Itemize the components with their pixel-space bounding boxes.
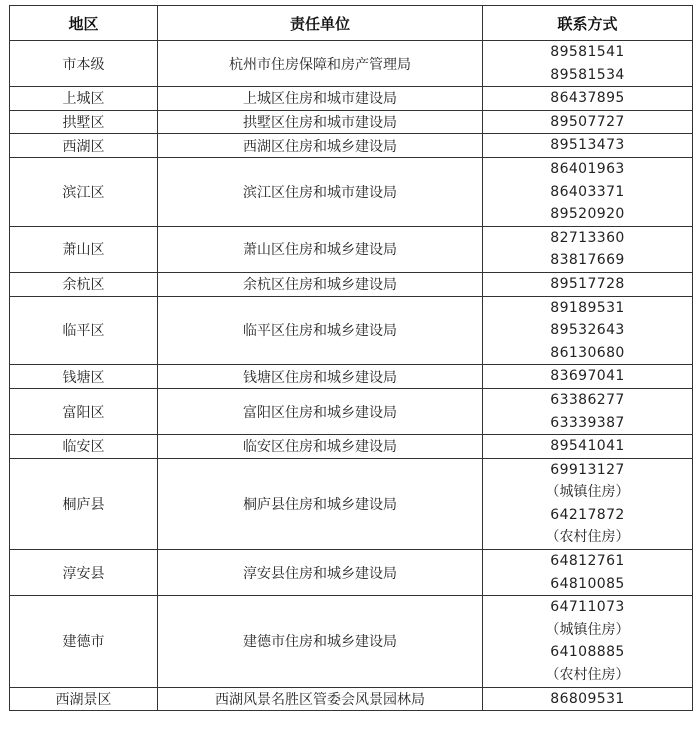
region-cell: 富阳区	[10, 388, 158, 434]
region-cell: 上城区	[10, 87, 158, 111]
contact-note: （农村住房）	[545, 529, 630, 546]
contact-cell	[483, 365, 693, 389]
contact-cell	[483, 41, 693, 87]
phone-number: 64108885	[550, 644, 625, 661]
unit-cell: 淳安县住房和城乡建设局	[158, 550, 483, 596]
phone-number: 89189531	[550, 299, 625, 316]
phone-number: 69913127	[550, 461, 625, 478]
unit-cell: 富阳区住房和城乡建设局	[158, 388, 483, 434]
table-row	[10, 272, 693, 296]
phone-number: 63339387	[550, 414, 625, 431]
contact-cell	[483, 110, 693, 134]
table-row	[10, 435, 693, 459]
table-row	[10, 550, 693, 596]
contact-cell	[483, 296, 693, 365]
region-cell: 临平区	[10, 296, 158, 365]
phone-number: 83817669	[550, 252, 625, 269]
table-row	[10, 87, 693, 111]
unit-cell: 建德市住房和城乡建设局	[158, 596, 483, 687]
unit-cell: 钱塘区住房和城乡建设局	[158, 365, 483, 389]
table-row	[10, 388, 693, 434]
table-row	[10, 110, 693, 134]
region-cell: 桐庐县	[10, 458, 158, 549]
phone-number: 89513473	[550, 137, 625, 154]
unit-cell: 滨江区住房和城市建设局	[158, 157, 483, 226]
phone-number: 64711073	[550, 599, 625, 616]
table-row	[10, 596, 693, 687]
table-row	[10, 365, 693, 389]
contact-cell	[483, 388, 693, 434]
contact-note: （城镇住房）	[545, 621, 630, 638]
unit-cell: 拱墅区住房和城市建设局	[158, 110, 483, 134]
phone-number: 64810085	[550, 575, 625, 592]
unit-cell: 临平区住房和城乡建设局	[158, 296, 483, 365]
region-cell: 萧山区	[10, 226, 158, 272]
unit-cell: 萧山区住房和城乡建设局	[158, 226, 483, 272]
header-contact: 联系方式	[483, 6, 693, 41]
header-region: 地区	[10, 6, 158, 41]
phone-number: 89581541	[550, 44, 625, 60]
unit-cell: 杭州市住房保障和房产管理局	[158, 41, 483, 87]
phone-number: 86401963	[550, 160, 625, 177]
phone-number: 83697041	[550, 368, 625, 385]
table-body	[10, 41, 693, 711]
region-cell: 建德市	[10, 596, 158, 687]
region-cell: 西湖景区	[10, 687, 158, 711]
table-row	[10, 226, 693, 272]
contact-cell	[483, 435, 693, 459]
contact-cell	[483, 458, 693, 549]
phone-number: 64812761	[550, 553, 625, 570]
region-cell: 西湖区	[10, 134, 158, 158]
region-cell: 余杭区	[10, 272, 158, 296]
table-row	[10, 296, 693, 365]
phone-number: 89507727	[550, 113, 625, 130]
contact-cell	[483, 226, 693, 272]
phone-number: 89581534	[550, 66, 625, 83]
phone-number: 89532643	[550, 322, 625, 339]
phone-number: 89541041	[550, 438, 625, 455]
phone-number: 63386277	[550, 391, 625, 408]
unit-cell: 桐庐县住房和城乡建设局	[158, 458, 483, 549]
unit-cell: 上城区住房和城市建设局	[158, 87, 483, 111]
phone-number: 86437895	[550, 90, 625, 107]
contact-note: （城镇住房）	[545, 484, 630, 501]
region-cell: 市本级	[10, 41, 158, 87]
contact-cell	[483, 134, 693, 158]
contact-cell	[483, 550, 693, 596]
unit-cell: 西湖风景名胜区管委会风景园林局	[158, 687, 483, 711]
table-row	[10, 157, 693, 226]
phone-number: 64217872	[550, 506, 625, 523]
region-cell: 临安区	[10, 435, 158, 459]
unit-cell: 临安区住房和城乡建设局	[158, 435, 483, 459]
table-row	[10, 458, 693, 549]
unit-cell: 西湖区住房和城乡建设局	[158, 134, 483, 158]
phone-number: 86130680	[550, 344, 625, 361]
contact-note: （农村住房）	[545, 667, 630, 684]
contact-table	[9, 5, 693, 711]
region-cell: 淳安县	[10, 550, 158, 596]
region-cell: 拱墅区	[10, 110, 158, 134]
contact-cell	[483, 157, 693, 226]
phone-number: 89520920	[550, 206, 625, 223]
header-row	[10, 6, 693, 41]
phone-number: 89517728	[550, 275, 625, 292]
table-row	[10, 687, 693, 711]
contact-cell	[483, 596, 693, 687]
phone-number: 86809531	[550, 690, 625, 707]
region-cell: 钱塘区	[10, 365, 158, 389]
phone-number: 86403371	[550, 183, 625, 200]
unit-cell: 余杭区住房和城乡建设局	[158, 272, 483, 296]
contact-cell	[483, 687, 693, 711]
contact-cell	[483, 272, 693, 296]
contact-cell	[483, 87, 693, 111]
header-unit: 责任单位	[158, 6, 483, 41]
region-cell: 滨江区	[10, 157, 158, 226]
table-row	[10, 134, 693, 158]
phone-number: 82713360	[550, 229, 625, 246]
table-row	[10, 41, 693, 87]
